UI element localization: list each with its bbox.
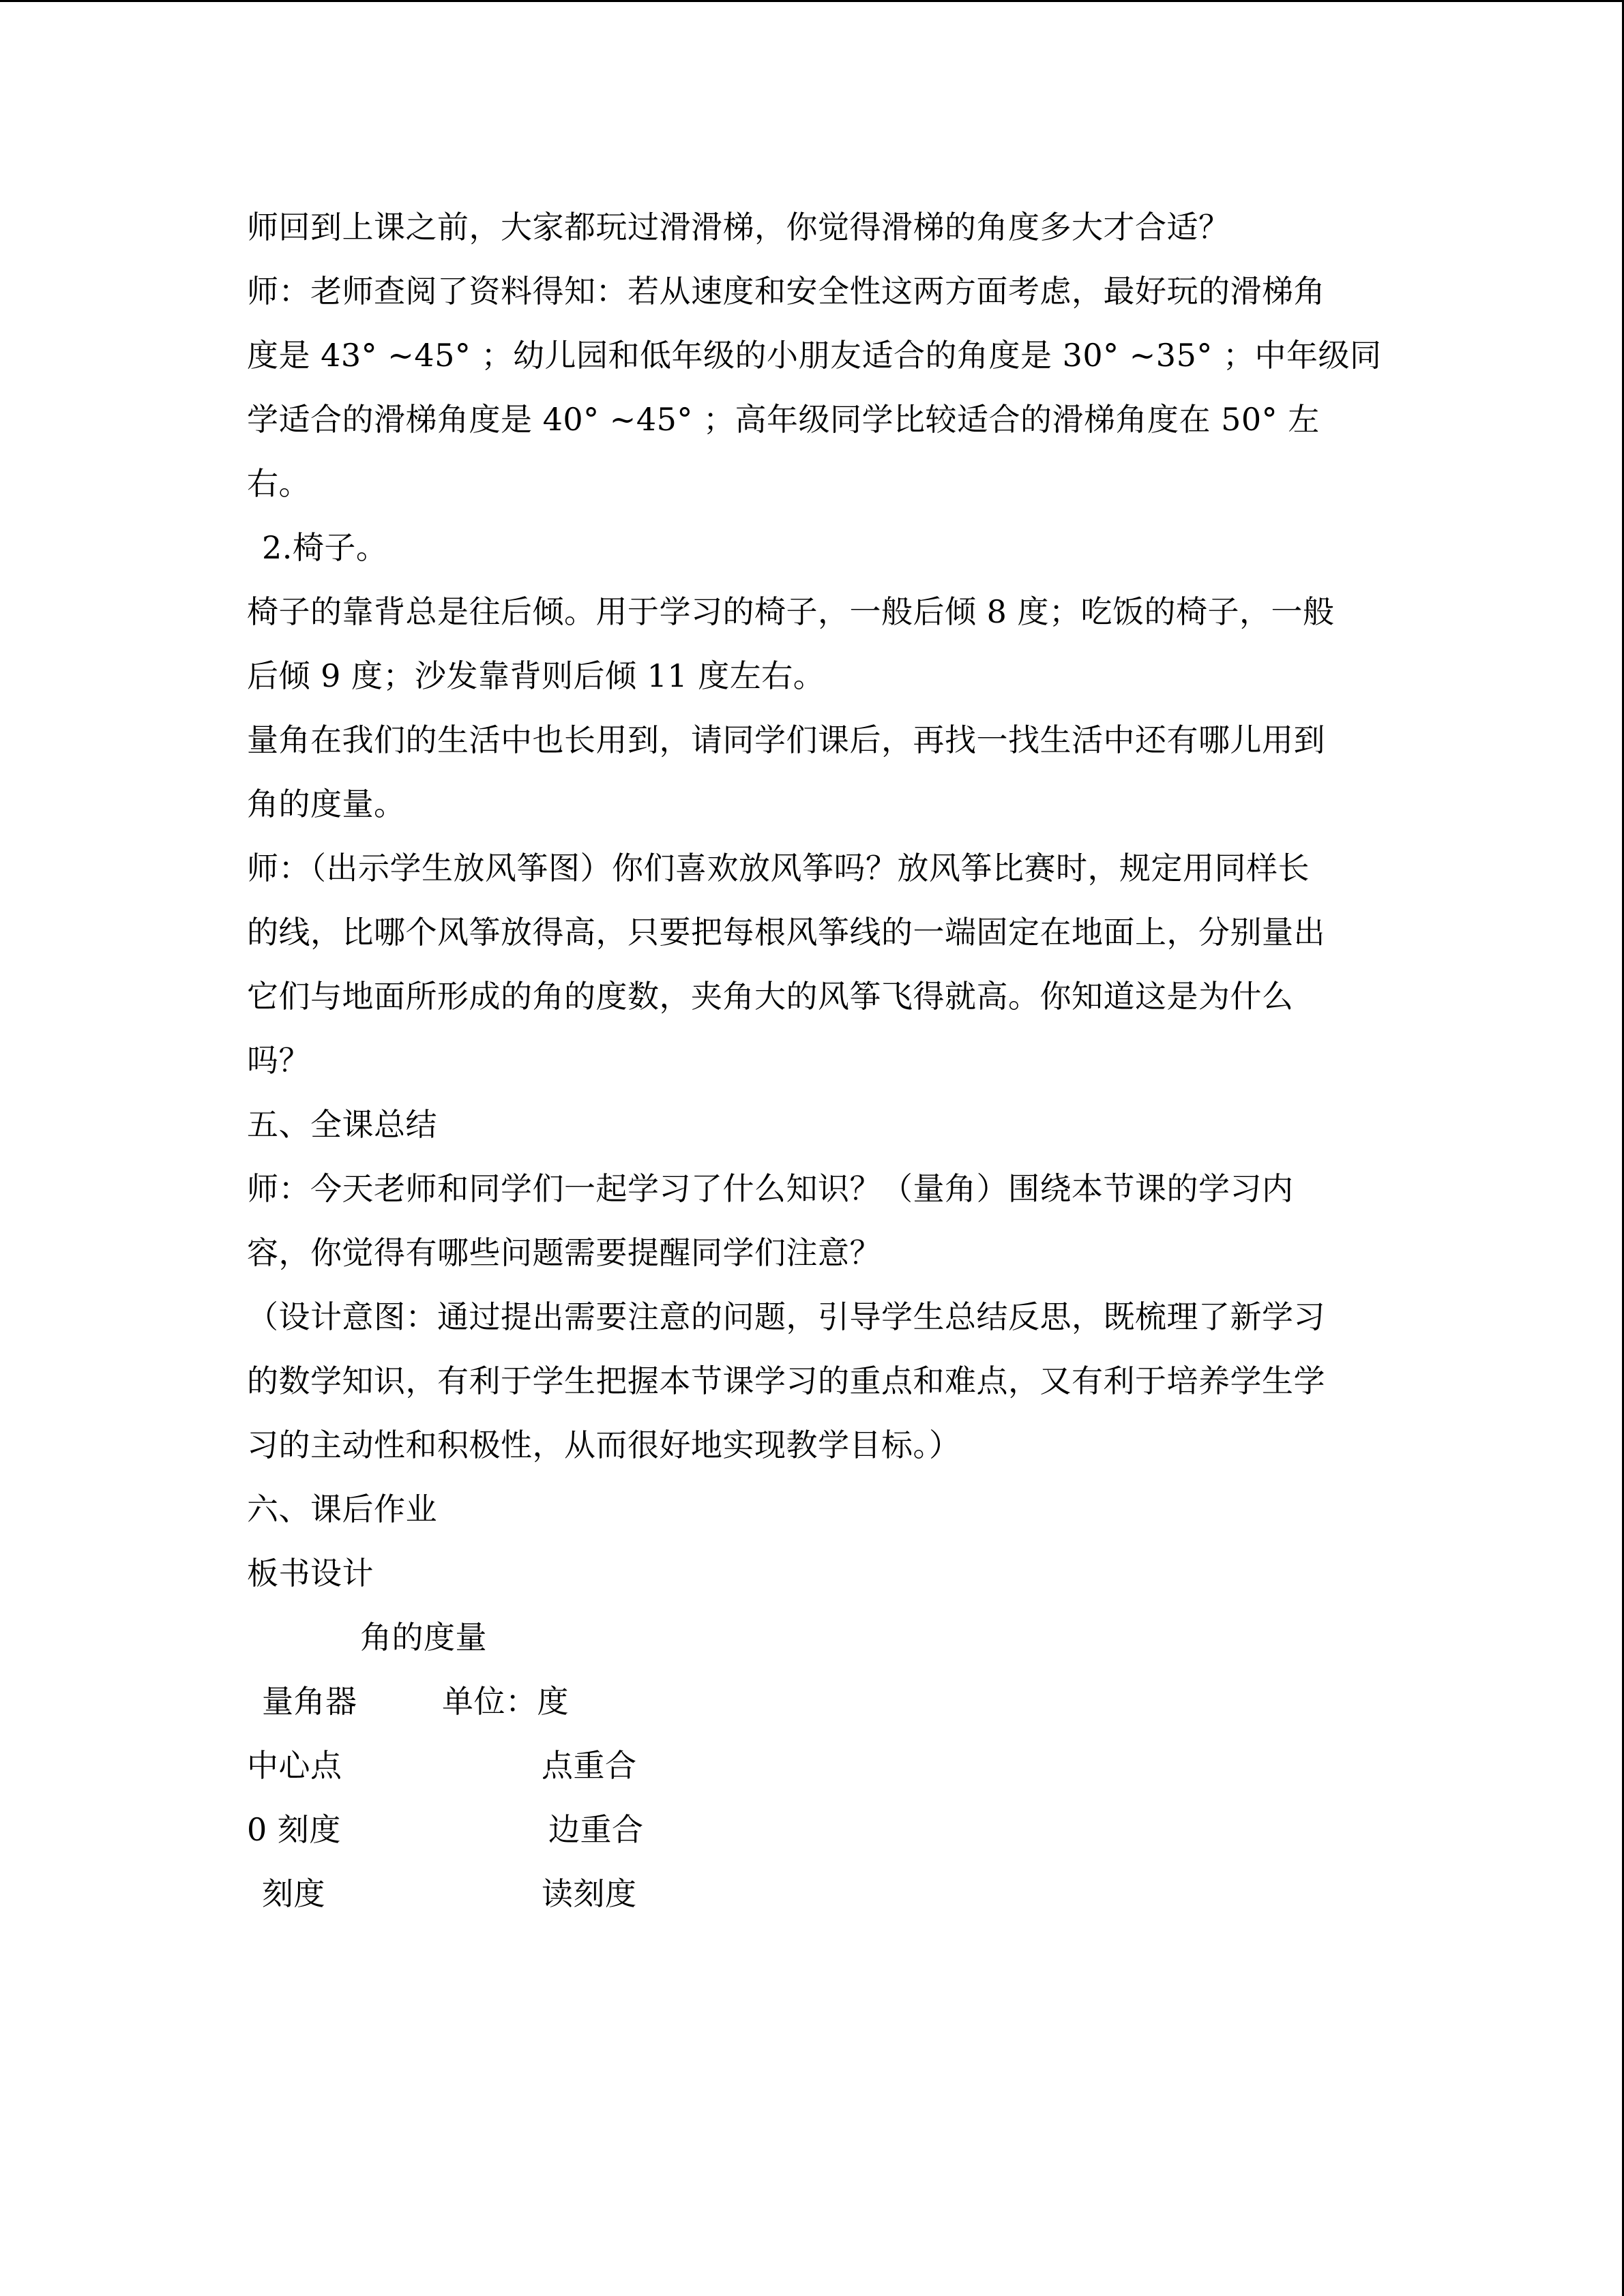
board-row <box>247 1798 1379 1862</box>
section-heading: 2.椅子。 <box>262 529 388 566</box>
page-border-top <box>0 0 1624 2</box>
paragraph-line: （设计意图：通过提出需要注意的问题，引导学生总结反思，既梳理了新学习 <box>247 1298 1325 1335</box>
board-row <box>247 1733 1379 1798</box>
paragraph-line: 师回到上课之前，大家都玩过滑滑梯，你觉得滑梯的角度多大才合适？ <box>247 209 1230 245</box>
paragraph-line: 度是 43° ~45° ；幼儿园和低年级的小朋友适合的角度是 30° ~35° ；中年级同 <box>247 337 1382 374</box>
board-cell-left: 中心点 <box>247 1747 342 1784</box>
board-cell-right: 边重合 <box>548 1811 644 1848</box>
board-row <box>247 1862 1379 1926</box>
paragraph-line: 师：今天老师和同学们一起学习了什么知识？（量角）围绕本节课的学习内 <box>247 1170 1294 1207</box>
board-cell-left: 刻度 <box>262 1875 325 1912</box>
section-heading: 板书设计 <box>247 1555 374 1592</box>
section-heading: 五、全课总结 <box>247 1106 437 1143</box>
paragraph-line: 椅子的靠背总是往后倾。用于学习的椅子，一般后倾 8 度；吃饭的椅子，一般 <box>247 593 1335 630</box>
paragraph-line: 的线，比哪个风筝放得高，只要把每根风筝线的一端固定在地面上，分别量出 <box>247 914 1325 951</box>
paragraph-line: 容，你觉得有哪些问题需要提醒同学们注意？ <box>247 1234 881 1271</box>
document-body <box>247 195 1382 1926</box>
board-title: 角的度量 <box>360 1619 487 1656</box>
paragraph-line: 量角在我们的生活中也长用到，请同学们课后，再找一找生活中还有哪儿用到 <box>247 721 1325 758</box>
paragraph-line: 习的主动性和积极性，从而很好地实现教学目标。） <box>247 1427 961 1463</box>
board-cell-left: 量角器 <box>262 1683 357 1720</box>
board-cell-right: 点重合 <box>542 1747 637 1784</box>
paragraph-line: 后倾 9 度；沙发靠背则后倾 11 度左右。 <box>247 657 825 694</box>
section-heading: 六、课后作业 <box>247 1491 437 1527</box>
paragraph-line: 师：（出示学生放风筝图）你们喜欢放风筝吗？放风筝比赛时，规定用同样长 <box>247 850 1310 886</box>
board-row <box>247 1669 1379 1733</box>
paragraph-line: 师：老师查阅了资料得知：若从速度和安全性这两方面考虑，最好玩的滑梯角 <box>247 273 1325 310</box>
board-cell-left: 0 刻度 <box>247 1811 341 1848</box>
paragraph-line: 它们与地面所形成的角的度数，夹角大的风筝飞得就高。你知道这是为什么 <box>247 978 1294 1015</box>
board-cell-right: 读刻度 <box>542 1875 637 1912</box>
paragraph-line: 学适合的滑梯角度是 40° ~45° ；高年级同学比较适合的滑梯角度在 50° 左 <box>247 401 1320 438</box>
paragraph-line: 右。 <box>247 465 310 502</box>
paragraph-line: 吗？ <box>247 1042 310 1079</box>
paragraph-line: 的数学知识，有利于学生把握本节课学习的重点和难点，又有利于培养学生学 <box>247 1362 1325 1399</box>
board-cell-right: 单位：度 <box>442 1683 569 1720</box>
paragraph-line: 角的度量。 <box>247 786 406 822</box>
